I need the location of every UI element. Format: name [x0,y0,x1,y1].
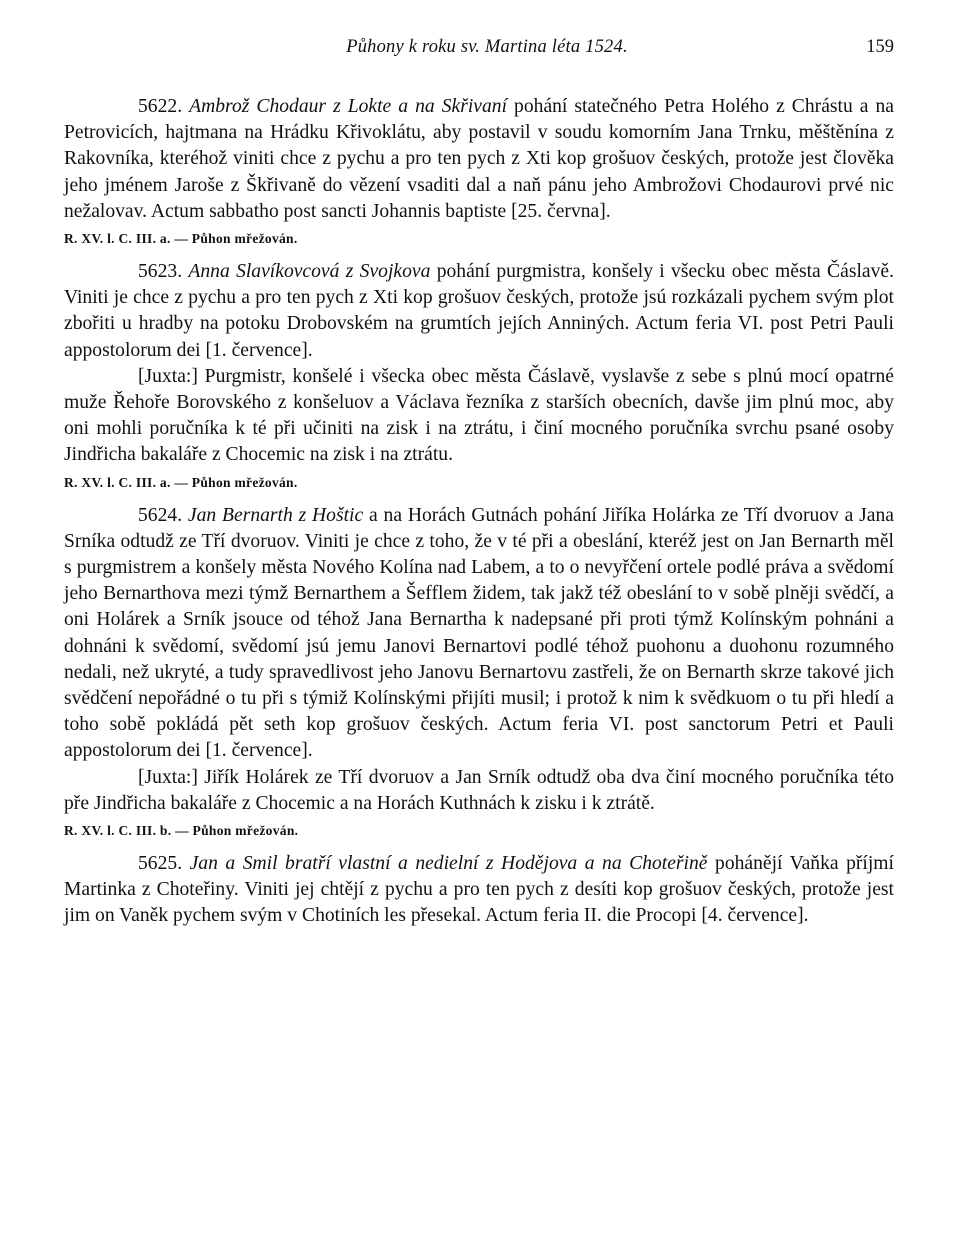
entry-text [64,259,894,364]
entry-body: pohání purgmistra, konšely i všecku obec města Čáslavě. Viniti je chce z pychu a pro ten pych z Xti kop grošuov českých, protože jsú rozkázali pychem svým plot zbořiti u hradby na potoku Drobovském na grumtích jejích Anniných. Actum feria VI. post Petri Pauli appostolorum dei [1. července]. [64,261,894,361]
entry-body: pohánějí Vaňka příjmí Martinka z Choteřiny. Viniti jej chtějí z pychu a pro ten pych z desíti kop grošuov českých, protože jest jim on Vaněk pychem svým v Chotiních les přesekal. Actum feria II. die Procopi [4. července]. [64,853,894,927]
entry-number: 5623. [138,261,183,283]
running-title: Půhony k roku sv. Martina léta 1524. [346,37,628,57]
entry-number: 5622. [138,96,183,117]
entry-5622 [64,94,894,247]
entry-text [64,503,894,765]
entry-text [64,851,894,930]
page-header [64,34,894,60]
entry-5623 [64,259,894,491]
entry-juxta: [Juxta:] Jiřík Holárek ze Tří dvoruov a Jan Srník odtudž oba dva činí mocného poručníka této pře Jindřicha bakaláře z Chocemic a na Horách Kuthnách k zisku i k ztrátě. [64,766,894,814]
entry-reference: R. XV. l. C. III. a. — Půhon mřežován. [64,474,298,490]
entry-parties: Jan Bernarth z Hoštic [187,504,364,526]
entry-number: 5624. [138,504,183,526]
entry-5625 [64,851,894,930]
entry-reference: R. XV. l. C. III. b. — Půhon mřežován. [64,823,299,839]
entry-juxta: [Juxta:] Purgmistr, konšelé i všecka obec města Čáslavě, vyslavše z sebe s plnú mocí opatrné muže Řehoře Borovského z konšeluov a Václava řezníka z starších obecních, davše jim plnú moc, aby oni mohli poručníka k té při učiniti na zisk i na ztrátu, i činí mocného poručníka svrchu psané osoby Jindřicha bakaláře z Chocemic na zisk i na ztrátu. [64,365,894,466]
document-page [64,34,894,930]
entry-body: a na Horách Gutnách pohání Jiříka Holárka ze Tří dvoruov a Jana Srníka odtudž ze Tří dvoruov. Viniti je chce z toho, že v té při a obeslání, kteréž jest on Jan Bernarth měl s purgmistrem a konšely města Nového Kolína nad Labem, a to o nevyřčení ortele podlé práva a svědomí jeho Bernarthova mezi týmž Bernarthem a Šefflem židem, tak jakž též obeslání to v sobě plněji svědčí, a oni Holárek a Srník jsouce od téhož Jana Bernartha k nadepsané při proti týmž Kolínským pohnáni a dohnáni k svědomí, svědomí jsú jemu Janovi Bernartovi podlé téhož puohonu a duohonu rozumného nedali, než ukryté, a tudy spravedlivost jeho Janovu Bernartovu zastřeli, že on Bernarth skrze takové jich svědčení nepořádné o tu při s týmiž Kolínskými přijíti musil; i protož k nim k svědkuom o tu při hledí a toho sobě pokládá pět seth kop grošuov českých. Actum feria VI. post sanctorum Petri et Pauli appostolorum dei [1. července]. [64,504,895,762]
entry-5624 [64,503,894,839]
page-number: 159 [866,37,894,57]
entry-parties: Jan a Smil bratří vlastní a nedielní z Hodějova a na Choteřině [189,853,708,875]
entry-text [64,94,894,225]
entry-parties: Anna Slavíkovcová z Svojkova [188,261,431,283]
entry-parties: Ambrož Chodaur z Lokte a na Skřivaní [189,96,508,117]
entry-reference: R. XV. l. C. III. a. — Půhon mřežován. [64,231,298,247]
entry-body: pohání statečného Petra Holého z Chrástu a na Petrovicích, hajtmana na Hrádku Křivoklátu, aby postavil v soudu komorním Jana Trnku, měštěnína z Rakovníka, kteréhož viniti chce z pychu a pro ten pych z Xti kop grošuov českých, protože jest člověka jeho jménem Jaroše z Škřivaně do vězení vsaditi dal a naň pánu jeho Ambrožovi Chodaurovi prvé nic nežalovav. Actum sabbatho post sancti Johannis baptiste [25. června]. [64,96,894,222]
entry-number: 5625. [138,853,183,875]
